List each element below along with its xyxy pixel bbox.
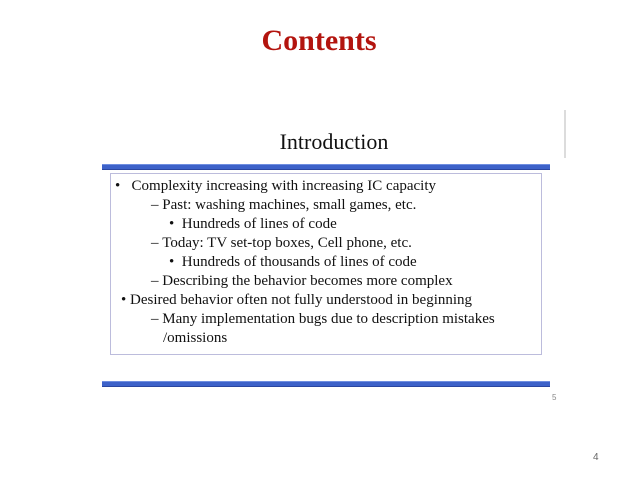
bullet-text: Many implementation bugs due to description mistakes — [162, 311, 495, 327]
bottom-divider-bar — [102, 381, 550, 387]
embedded-slide — [102, 110, 566, 410]
bullet-text: Describing the behavior becomes more complex — [162, 273, 453, 289]
bullet-text: /omissions — [163, 330, 228, 346]
bullet-line — [169, 253, 417, 272]
bullet-line — [151, 234, 412, 253]
bullet-line — [163, 329, 227, 348]
bullet-marker: – — [151, 311, 159, 327]
embedded-page-number: 5 — [552, 393, 557, 402]
bullet-line — [151, 196, 416, 215]
bullet-text: Today: TV set-top boxes, Cell phone, etc. — [162, 235, 412, 251]
bullet-marker: • — [115, 178, 121, 194]
bullet-text: Past: washing machines, small games, etc. — [162, 197, 417, 213]
bullet-line — [121, 291, 472, 310]
bullet-marker: • — [169, 254, 175, 270]
bullet-marker: – — [151, 273, 159, 289]
bullet-marker: • — [121, 292, 127, 308]
bullet-text: Complexity increasing with increasing IC capacity — [131, 178, 437, 194]
bullet-line — [151, 310, 495, 329]
bullet-text: Hundreds of lines of code — [181, 216, 337, 232]
bullet-text: Hundreds of thousands of lines of code — [181, 254, 417, 270]
bullet-marker: – — [151, 235, 159, 251]
content-box — [110, 173, 542, 355]
edge-mark — [564, 110, 566, 158]
bullet-line — [115, 177, 436, 196]
bullet-marker: • — [169, 216, 175, 232]
page-number: 4 — [593, 452, 599, 463]
bullet-line — [151, 272, 453, 291]
bullet-marker: – — [151, 197, 159, 213]
top-divider-bar — [102, 164, 550, 170]
bullet-text: Desired behavior often not fully understood in beginning — [130, 292, 473, 308]
embedded-slide-title: Introduction — [279, 129, 389, 154]
slide-title: Contents — [261, 24, 377, 57]
bullet-line — [169, 215, 337, 234]
